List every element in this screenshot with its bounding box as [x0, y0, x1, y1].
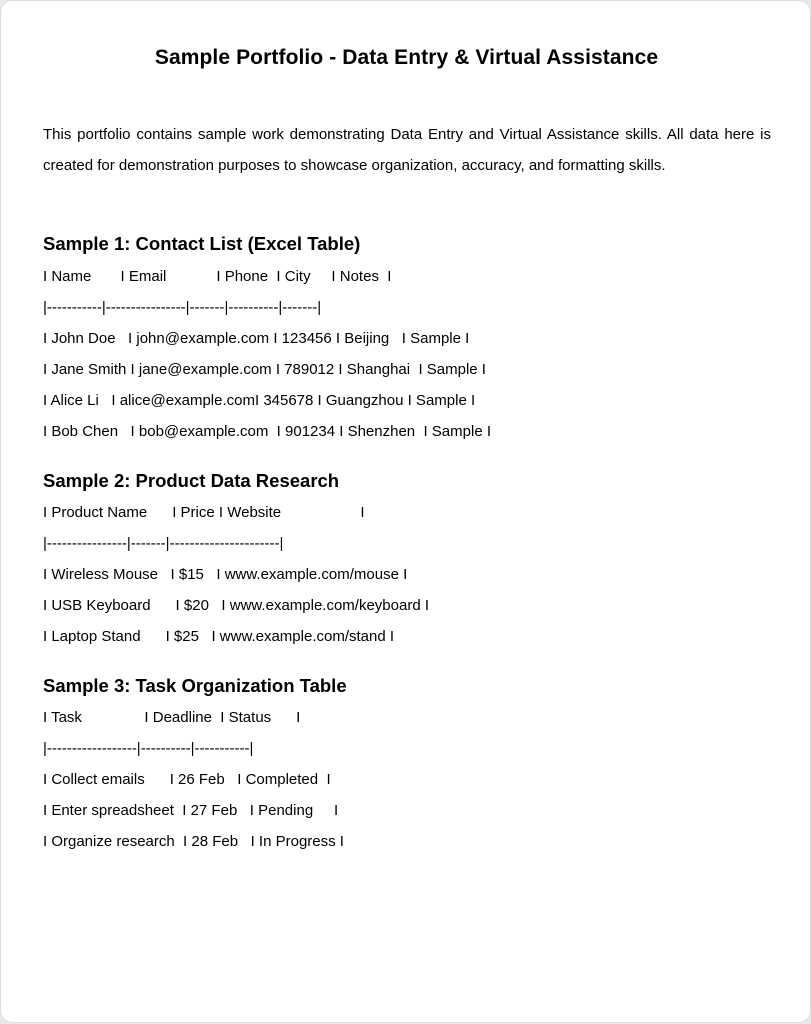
table-row: I Bob Chen I bob@example.com I 901234 I Shenzhen I Sample I: [43, 423, 491, 440]
table-row: I Wireless Mouse I $15 I www.example.com/mouse I: [43, 566, 408, 583]
table-header-row: I Name I Email I Phone I City I Notes I: [43, 268, 392, 285]
section-heading-product-research: Sample 2: Product Data Research: [43, 470, 340, 491]
table-row: I Collect emails I 26 Feb I Completed I: [43, 771, 331, 788]
table-separator-row: |-----------|----------------|-------|----------|-------|: [43, 299, 322, 316]
document-title: Sample Portfolio - Data Entry & Virtual Assistance: [154, 46, 659, 69]
intro-paragraph: This portfolio contains sample work demonstrating Data Entry and Virtual Assistance skills. All data here is created for demonstration purposes to showcase organization, accuracy, and formatting skills.: [43, 126, 771, 174]
table-row: I John Doe I john@example.com I 123456 I Beijing I Sample I: [43, 330, 470, 347]
table-row: I Jane Smith I jane@example.com I 789012 I Shanghai I Sample I: [43, 361, 486, 378]
table-row: I Alice Li I alice@example.comI 345678 I Guangzhou I Sample I: [43, 392, 476, 409]
table-header-row: I Product Name I Price I Website I: [43, 504, 365, 521]
table-row: I Enter spreadsheet I 27 Feb I Pending I: [43, 802, 339, 819]
table-row: I Laptop Stand I $25 I www.example.com/stand I: [43, 628, 395, 645]
section-heading-task-organization: Sample 3: Task Organization Table: [43, 675, 347, 696]
section-heading-contact-list: Sample 1: Contact List (Excel Table): [43, 233, 361, 254]
table-row: I Organize research I 28 Feb I In Progress I: [43, 833, 344, 850]
table-header-row: I Task I Deadline I Status I: [43, 709, 301, 726]
table-separator-row: |------------------|----------|-----------|: [43, 740, 254, 757]
table-separator-row: |----------------|-------|----------------------|: [43, 535, 284, 552]
table-row: I USB Keyboard I $20 I www.example.com/keyboard I: [43, 597, 430, 614]
